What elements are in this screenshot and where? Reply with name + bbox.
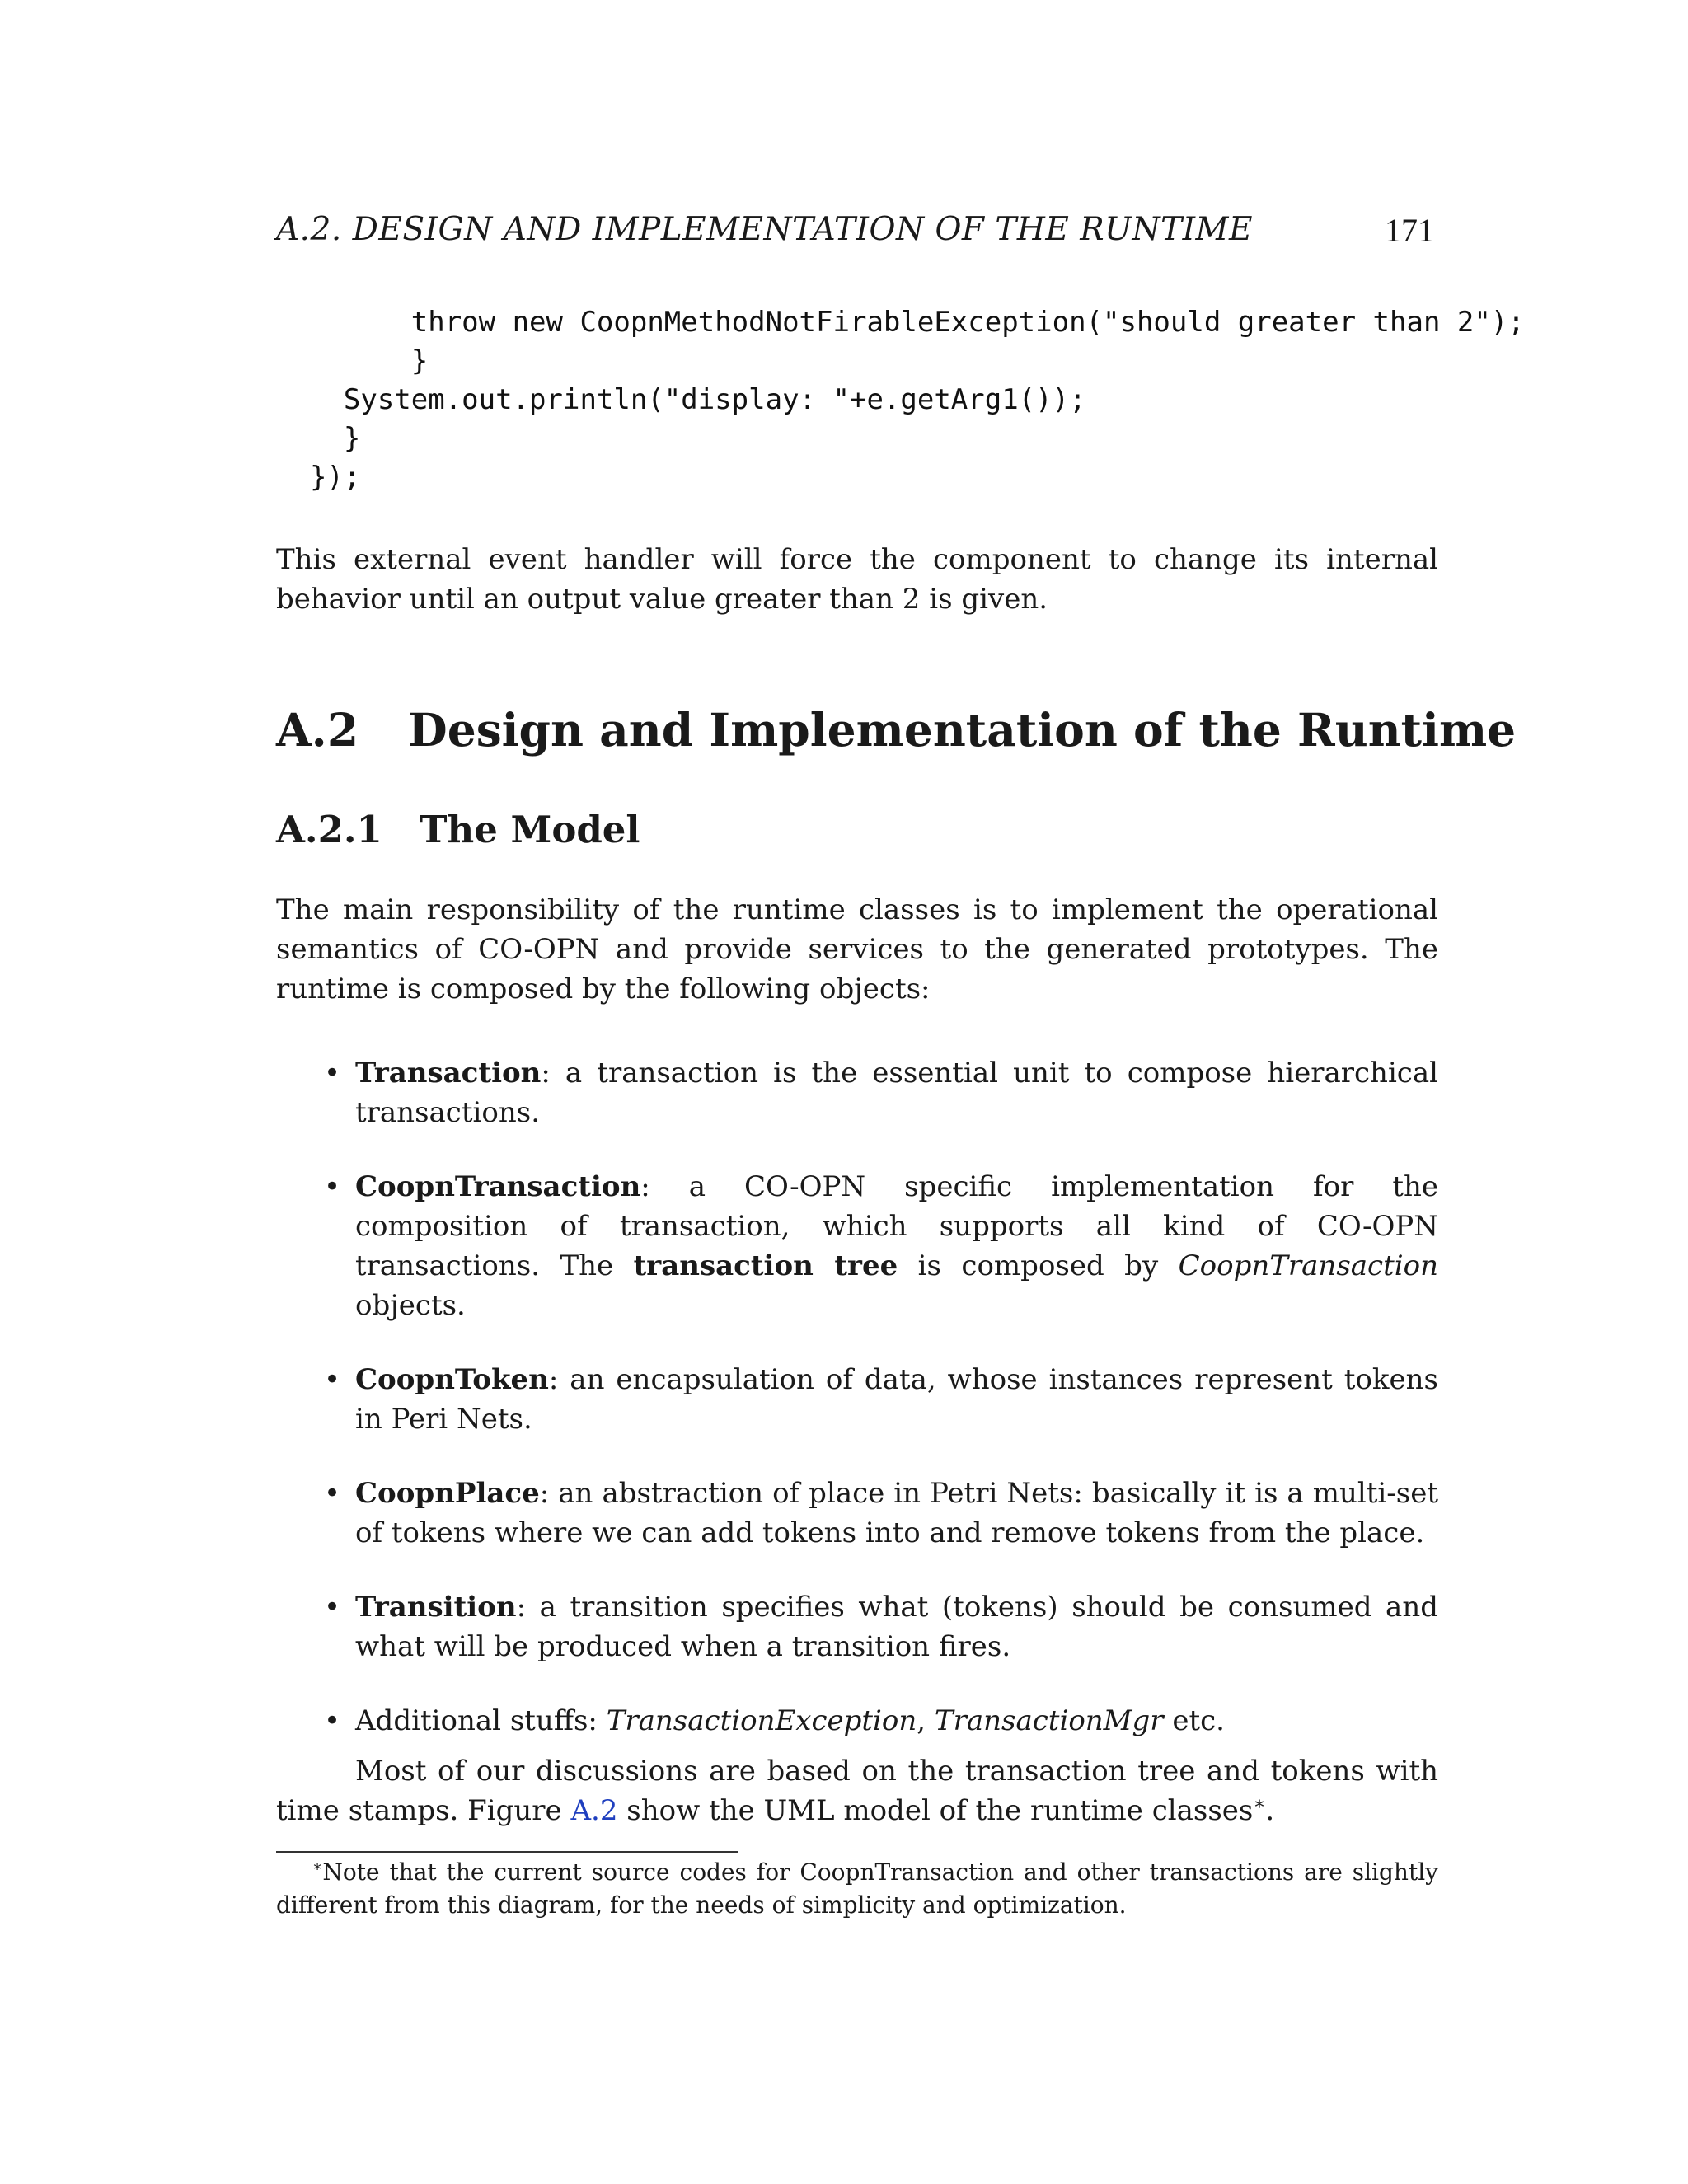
bullet-icon: • (324, 1363, 341, 1396)
closing-text: . (1265, 1794, 1275, 1827)
term-transaction-tree: transaction tree (633, 1249, 898, 1282)
closing-text: Most of our discussions are based on the transaction tree and tokens with time stamps. Figure (276, 1755, 1438, 1827)
description: objects. (355, 1289, 466, 1322)
separator: , (917, 1704, 935, 1737)
code-line: } (276, 344, 429, 377)
bullet-icon: • (324, 1170, 341, 1203)
description: : an abstraction of place in Petri Nets: basically it is a multi-set of tokens where we can add tokens into and remove tokens from the place. (355, 1477, 1438, 1549)
description: Additional stuffs: (355, 1704, 607, 1737)
bullet-icon: • (324, 1591, 341, 1624)
term: Transition (355, 1591, 517, 1624)
term: Transaction (355, 1057, 542, 1090)
subsection-number: A.2.1 (276, 808, 382, 851)
footnote-divider (276, 1851, 738, 1853)
running-header-title: A.2. DESIGN AND IMPLEMENTATION OF THE RUNTIME (276, 211, 1253, 248)
section-title: Design and Implementation of the Runtime (408, 703, 1517, 757)
section-number: A.2 (276, 703, 359, 757)
list-item-transaction (276, 1053, 1438, 1132)
code-line: } (276, 422, 361, 455)
subsection-heading (276, 808, 640, 851)
term: CoopnPlace (355, 1477, 540, 1510)
footnote-mark: ∗ (312, 1858, 323, 1876)
description: is composed by (898, 1249, 1179, 1282)
footnote-marker[interactable]: ∗ (1253, 1793, 1266, 1815)
subsection-title: The Model (420, 808, 640, 851)
description: : an encapsulation of data, whose instances represent tokens in Peri Nets. (355, 1363, 1438, 1436)
list-item-coopn-place (276, 1474, 1438, 1553)
code-block (276, 303, 1525, 497)
intro-paragraph: This external event handler will force the component to change its internal behavior until an output value greater than 2 is given. (276, 543, 1438, 616)
list-item-transition (276, 1587, 1438, 1666)
model-paragraph: The main responsibility of the runtime classes is to implement the operational semantics of CO-OPN and provide services to the generated prototypes. The runtime is composed by the following objects: (276, 893, 1438, 1005)
term: CoopnTransaction (355, 1170, 641, 1203)
class-name: CoopnTransaction (1178, 1249, 1438, 1282)
runtime-objects-list (276, 1053, 1438, 1775)
figure-link[interactable]: A.2 (570, 1794, 618, 1827)
list-item-coopn-transaction (276, 1167, 1438, 1325)
closing-text: show the UML model of the runtime classes (617, 1794, 1254, 1827)
list-item-coopn-token (276, 1360, 1438, 1439)
code-line: System.out.println("display: "+e.getArg1()); (276, 383, 1086, 416)
class-name: TransactionException (606, 1704, 917, 1737)
bullet-icon: • (324, 1057, 341, 1090)
code-line: throw new CoopnMethodNotFirableException("should greater than 2"); (276, 306, 1525, 339)
page-number: 171 (1385, 212, 1434, 249)
bullet-icon: • (324, 1477, 341, 1510)
code-line: }); (276, 461, 361, 494)
section-heading (276, 703, 1516, 757)
footnote-text: Note that the current source codes for CoopnTransaction and other transactions are slightly different from this diagram, for the needs of simplicity and optimization. (276, 1858, 1438, 1919)
description: : a CO-OPN specific implementation for the composition of transaction, which supports all kind of CO-OPN transactions. The (355, 1170, 1438, 1282)
footnote (276, 1856, 1438, 1922)
class-name: TransactionMgr (934, 1704, 1164, 1737)
list-item-additional (276, 1701, 1438, 1741)
term: CoopnToken (355, 1363, 549, 1396)
closing-paragraph (276, 1751, 1438, 1830)
bullet-icon: • (324, 1704, 341, 1737)
description: : a transaction is the essential unit to compose hierarchical transactions. (355, 1057, 1438, 1129)
description: : a transition specifies what (tokens) should be consumed and what will be produced when a transition fires. (355, 1591, 1438, 1663)
description: etc. (1163, 1704, 1225, 1737)
